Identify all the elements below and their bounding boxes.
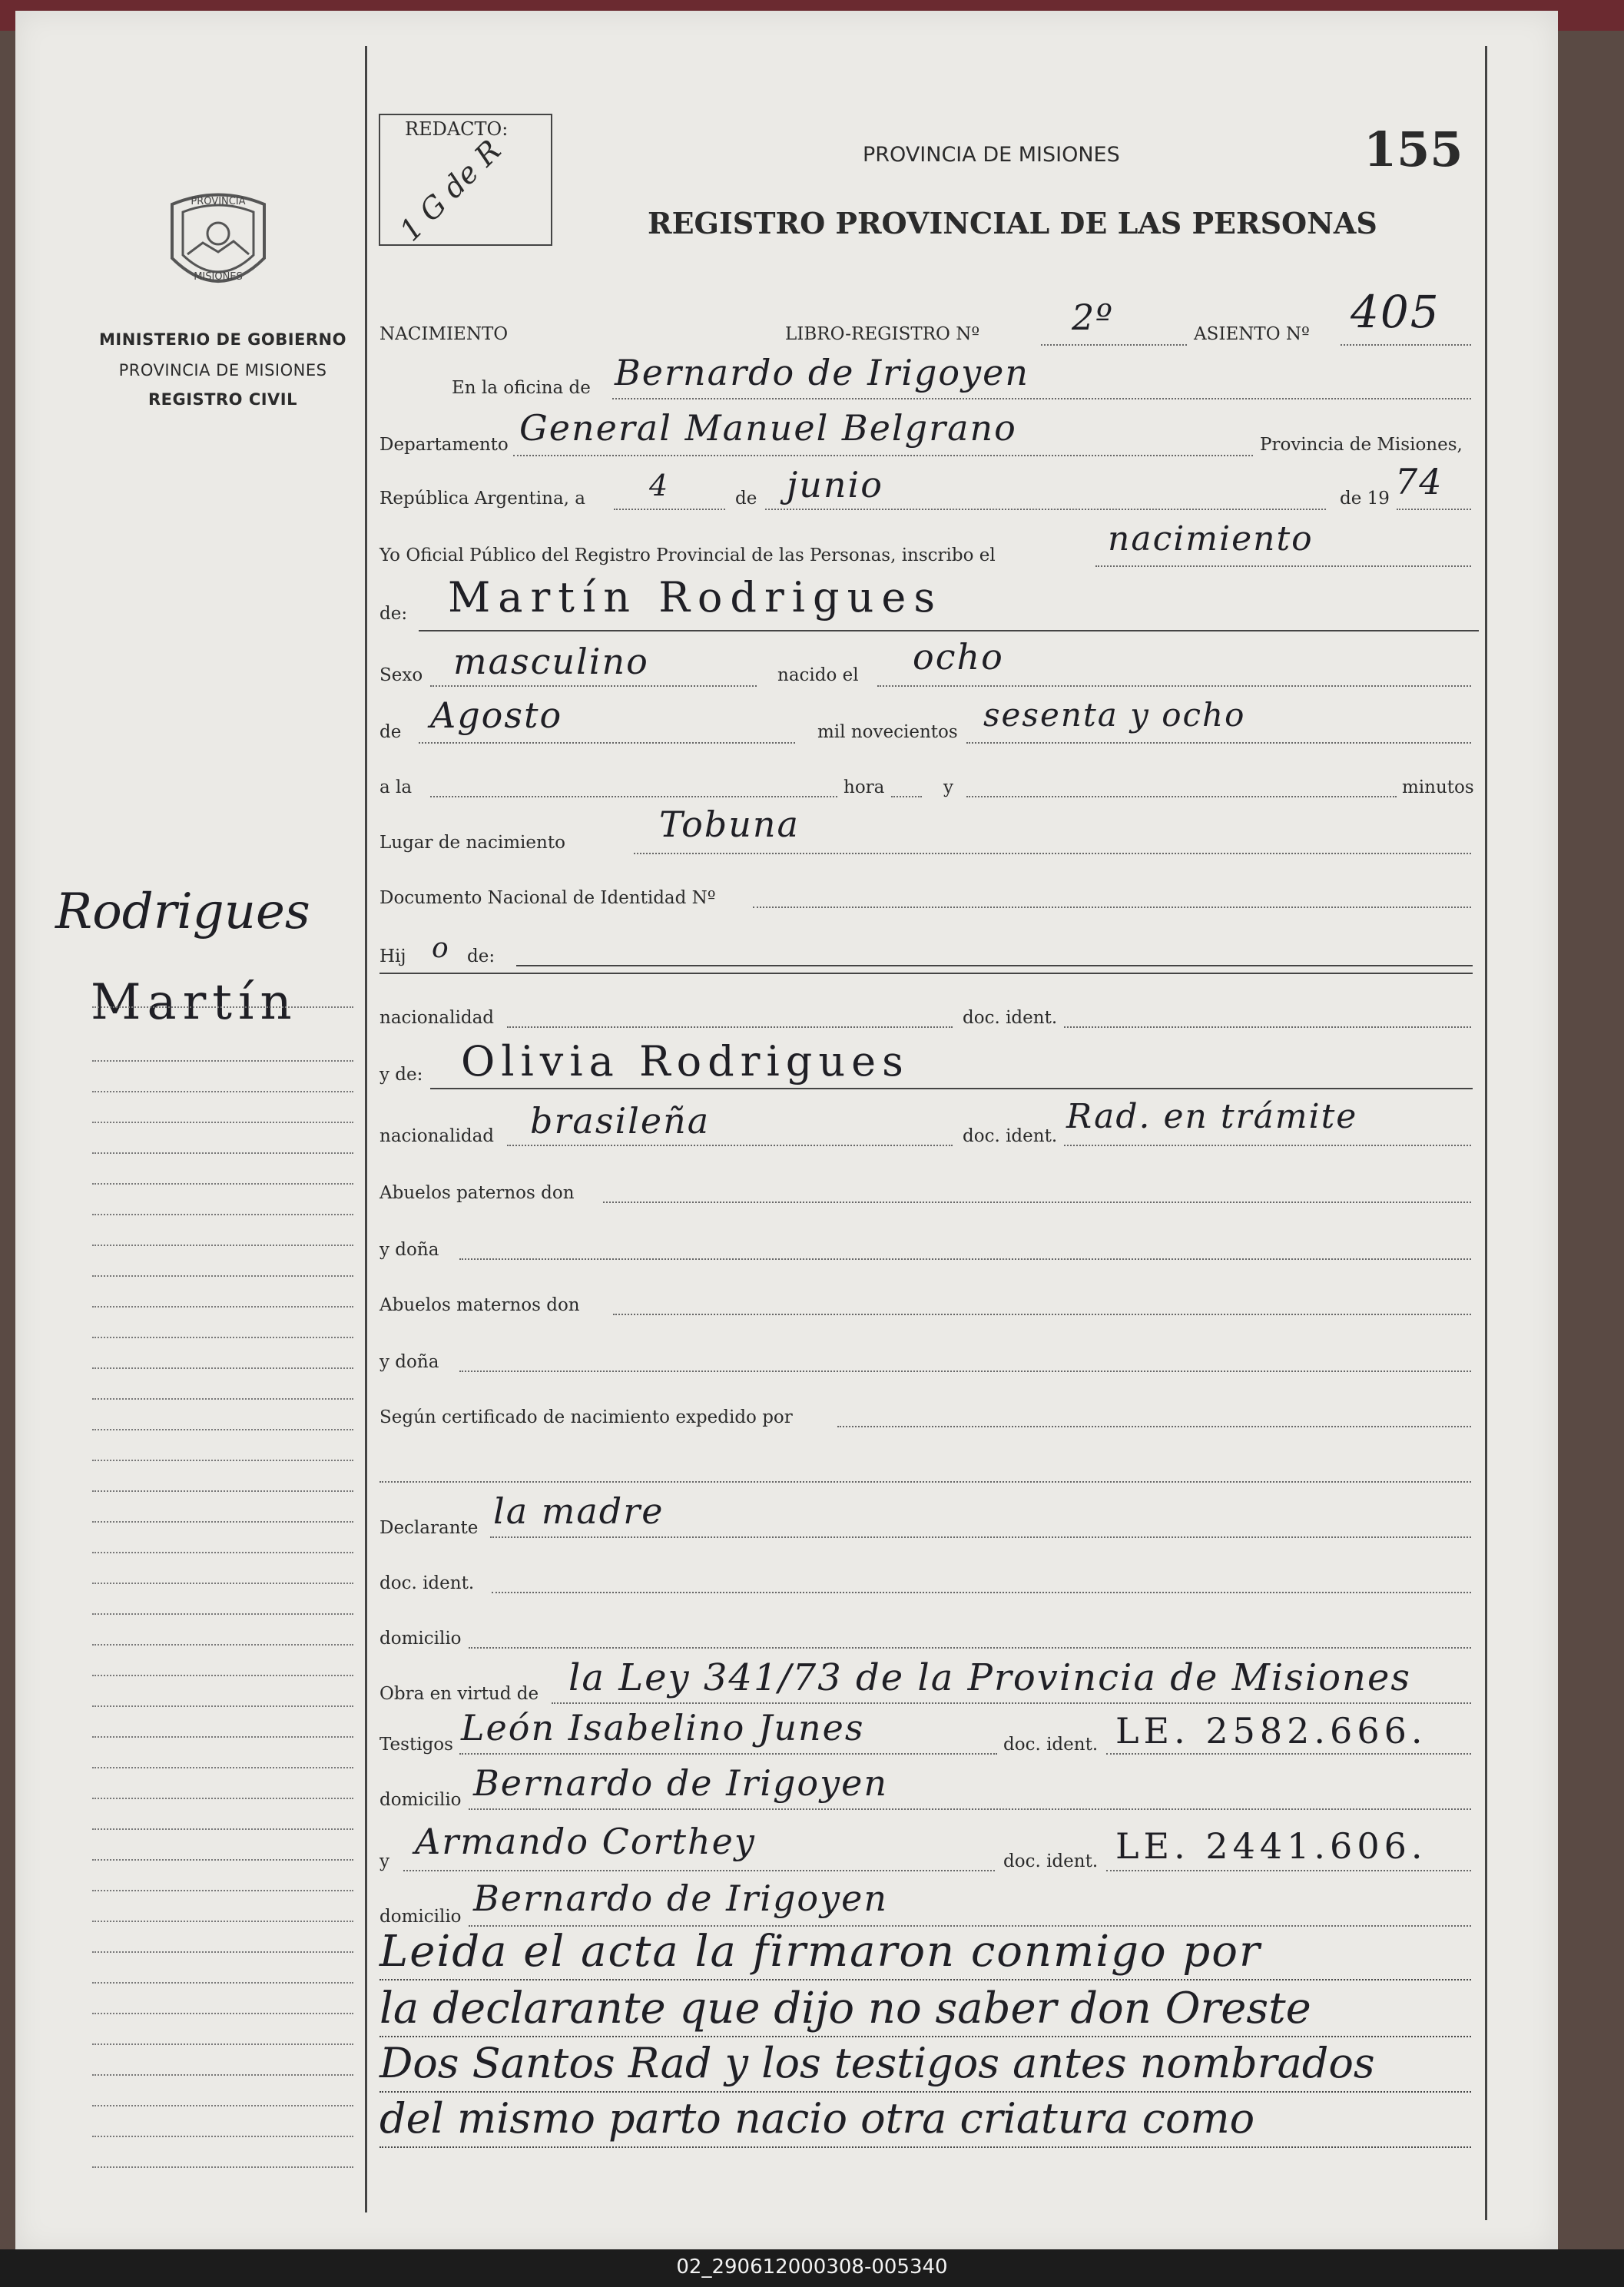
de-nombre-label: de: [379, 604, 408, 624]
province-heading: PROVINCIA DE MISIONES [118, 361, 327, 380]
anio-line [1397, 509, 1471, 510]
de-mes-label: de [379, 722, 402, 742]
y-de-label: y de: [379, 1065, 423, 1085]
obra-label: Obra en virtud de [379, 1684, 539, 1704]
testigo2-doc-label: doc. ident. [1003, 1851, 1099, 1871]
testigo2-doc-line [1106, 1870, 1471, 1871]
dona-paterna-label: y doña [379, 1240, 439, 1260]
dona-materna-line [459, 1371, 1471, 1372]
nacido-mes-value: Agosto [430, 694, 563, 736]
oficina-value: Bernardo de Irigoyen [615, 352, 1029, 393]
departamento-label: Departamento [379, 435, 509, 455]
nota-line-4-text: del mismo parto nacio otra criatura como [379, 2094, 1255, 2143]
nacido-label: nacido el [777, 665, 859, 685]
nombre-line [419, 630, 1479, 631]
libro-registro-label: LIBRO-REGISTRO Nº [785, 324, 980, 344]
de-label: de [735, 489, 757, 509]
madre-value: Olivia Rodrigues [461, 1037, 910, 1085]
padre-doc-line [1064, 1026, 1471, 1028]
declarante-label: Declarante [379, 1518, 479, 1538]
declarante-doc-line [492, 1592, 1471, 1593]
page-number: 155 [1364, 121, 1463, 177]
image-id-text: 02_290612000308-005340 [676, 2256, 948, 2279]
right-border-rule [1485, 46, 1487, 2220]
madre-doc-value: Rad. en trámite [1066, 1097, 1358, 1136]
redacto-label: REDACTO: [405, 118, 509, 140]
testigo1-line [459, 1753, 997, 1755]
abuelos-paternos-label: Abuelos paternos don [379, 1183, 575, 1203]
madre-nacionalidad-value: brasileña [530, 1100, 711, 1142]
y-label: y [943, 777, 953, 797]
registry-heading: REGISTRO CIVIL [147, 390, 298, 409]
mes-value: junio [787, 464, 883, 505]
sexo-value: masculino [453, 641, 649, 682]
asiento-value: 405 [1351, 286, 1440, 338]
anio-value: 74 [1395, 461, 1443, 502]
nota-line-4 [379, 2146, 1471, 2148]
a-la-label: a la [379, 777, 413, 797]
padre-nacionalidad-label: nacionalidad [379, 1008, 495, 1028]
testigo1-domicilio-value: Bernardo de Irigoyen [473, 1762, 888, 1804]
left-border-rule [365, 46, 367, 2212]
lugar-label: Lugar de nacimiento [379, 833, 565, 853]
dni-line [753, 907, 1471, 908]
a-la-line [430, 796, 837, 797]
margin-surname: Rodrigues [55, 883, 310, 940]
dia-value: 4 [649, 469, 670, 502]
republica-label: República Argentina, a [379, 489, 586, 509]
testigo2-domicilio-label: domicilio [379, 1907, 462, 1927]
hij-de-label: de: [467, 946, 495, 966]
madre-doc-line [1064, 1145, 1471, 1146]
mil-novecientos-label: mil novecientos [817, 722, 958, 742]
sexo-label: Sexo [379, 665, 423, 685]
dona-paterna-line [459, 1258, 1471, 1260]
padre-nacionalidad-line [507, 1026, 953, 1028]
testigo1-doc-value: LE. 2582.666. [1115, 1710, 1427, 1752]
madre-nacionalidad-label: nacionalidad [379, 1126, 495, 1146]
nacido-anio-value: sesenta y ocho [983, 696, 1246, 734]
image-id-bar [0, 2249, 1624, 2287]
acto-value: nacimiento [1108, 519, 1314, 558]
nacido-anio-line [966, 742, 1471, 744]
testigos-label: Testigos [379, 1735, 453, 1755]
testigo2-doc-value: LE. 2441.606. [1115, 1825, 1427, 1867]
de-19-label: de 19 [1340, 489, 1390, 509]
nacido-line [877, 685, 1471, 687]
nacimiento-label: NACIMIENTO [379, 324, 509, 344]
ministry-heading: MINISTERIO DE GOBIERNO [99, 330, 346, 349]
redacto-value: 1 G de R [393, 133, 508, 248]
declarante-line [490, 1536, 1471, 1538]
province-seal-icon [157, 181, 280, 304]
asiento-line [1341, 344, 1471, 346]
nota-line-2-text: la declarante que dijo no saber don Oreste [379, 1984, 1311, 2033]
testigo1-doc-line [1106, 1753, 1471, 1755]
padre-line-2 [379, 973, 1473, 974]
testigo2-line [403, 1870, 995, 1871]
departamento-value: General Manuel Belgrano [519, 407, 1017, 449]
minutos-line [966, 796, 1397, 797]
nacido-dia-value: ocho [913, 636, 1004, 678]
margin-name: Martín [91, 974, 298, 1031]
yo-oficial-label: Yo Oficial Público del Registro Provincial de las Personas, inscribo el [379, 545, 996, 565]
nombre-value: Martín Rodrigues [448, 573, 943, 621]
nota-line-1-text: Leida el acta la firmaron conmigo por [379, 1927, 1261, 1977]
libro-value: 2º [1072, 297, 1114, 338]
padre-doc-label: doc. ident. [963, 1008, 1058, 1028]
mes-line [765, 509, 1326, 510]
minutos-label: minutos [1402, 777, 1474, 797]
abuelos-maternos-line [613, 1314, 1471, 1315]
hora-label: hora [843, 777, 885, 797]
segun-line [837, 1426, 1471, 1427]
declarante-domicilio-label: domicilio [379, 1629, 462, 1649]
segun-line-2 [379, 1481, 1471, 1483]
nota-line-3-text: Dos Santos Rad y los testigos antes nombrados [379, 2039, 1375, 2087]
dia-line [614, 509, 725, 510]
segun-label: Según certificado de nacimiento expedido por [379, 1407, 793, 1427]
hora-line [891, 796, 922, 797]
provincia-label: Provincia de Misiones, [1260, 435, 1463, 455]
libro-line [1041, 344, 1187, 346]
nota-line-2 [379, 2036, 1471, 2037]
redacto-box [379, 114, 552, 246]
departamento-line [513, 455, 1253, 456]
hij-label: Hij [379, 946, 406, 966]
dni-label: Documento Nacional de Identidad Nº [379, 888, 716, 908]
lugar-value: Tobuna [659, 804, 800, 845]
testigo2-value: Armando Corthey [415, 1821, 756, 1862]
abuelos-paternos-line [603, 1202, 1471, 1203]
oficina-line [612, 398, 1471, 399]
nacido-mes-line [419, 742, 795, 744]
acto-line [1095, 565, 1471, 567]
province-title: PROVINCIA DE MISIONES [863, 143, 1120, 167]
testigo2-y-label: y [379, 1851, 389, 1871]
hij-suffix: o [432, 933, 450, 964]
abuelos-maternos-label: Abuelos maternos don [379, 1295, 580, 1315]
testigo1-value: León Isabelino Junes [461, 1707, 865, 1748]
svg-text:MISIONES: MISIONES [194, 271, 243, 283]
testigo2-domicilio-value: Bernardo de Irigoyen [473, 1878, 888, 1919]
declarante-value: la madre [493, 1490, 665, 1532]
testigo1-domicilio-line [469, 1808, 1471, 1810]
asiento-label: ASIENTO Nº [1194, 324, 1310, 344]
padre-line [516, 965, 1473, 966]
declarante-domicilio-line [469, 1647, 1471, 1649]
lugar-line [634, 853, 1471, 854]
nota-line-3 [379, 2091, 1471, 2093]
madre-doc-label: doc. ident. [963, 1126, 1058, 1146]
madre-nacionalidad-line [507, 1145, 953, 1146]
madre-line [430, 1088, 1473, 1089]
registry-title: REGISTRO PROVINCIAL DE LAS PERSONAS [648, 206, 1377, 240]
dona-materna-label: y doña [379, 1352, 439, 1372]
testigo1-domicilio-label: domicilio [379, 1790, 462, 1810]
nota-line-1 [379, 1979, 1471, 1980]
sexo-line [430, 685, 757, 687]
svg-text:PROVINCIA: PROVINCIA [191, 196, 246, 207]
oficina-label: En la oficina de [452, 378, 591, 398]
declarante-doc-label: doc. ident. [379, 1573, 475, 1593]
testigo1-doc-label: doc. ident. [1003, 1735, 1099, 1755]
obra-line [552, 1702, 1471, 1704]
obra-value: la Ley 341/73 de la Provincia de Misiones [568, 1656, 1411, 1699]
